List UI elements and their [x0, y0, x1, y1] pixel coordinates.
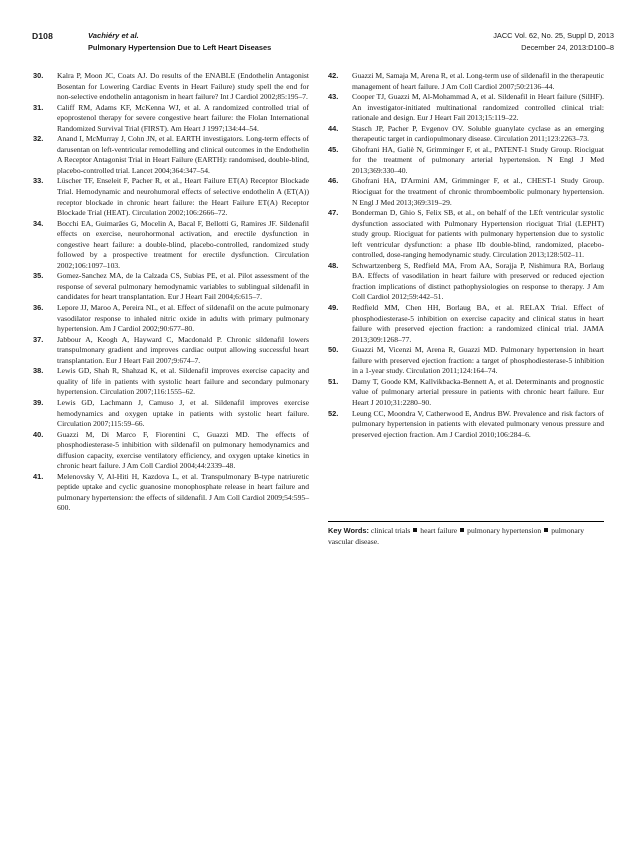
- keyword-item: pulmonary vascular disease.: [328, 526, 585, 546]
- reference-text: Califf RM, Adams KF, McKenna WJ, et al. A randomized controlled trial of epoprostenol therapy for severe congestive heart failure: the Flolan International Randomized Survival Trial (FIRST). Am Heart J 1997;134:44–54.: [57, 102, 309, 133]
- reference-item: [328, 303, 604, 345]
- reference-number: 47.: [328, 208, 339, 218]
- keyword-separator-square: [544, 528, 548, 532]
- reference-item: [33, 103, 309, 135]
- reference-text: Guazzi M, Di Marco F, Fiorentini C, Guazzi MD. The effects of phosphodiesterase-5 inhibition with sildenafil on pulmonary hemodynamics and diffusion capacity, exercise ventilatory efficiency, and oxygen uptake kinetics in chronic heart failure. J Am Coll Cardiol 2004;44:2339–48.: [57, 429, 309, 471]
- reference-text: Melenovsky V, Al-Hiti H, Kazdova L, et al. Transpulmonary B-type natriuretic peptide uptake and cyclic guanosine monophosphate release in heart failure and pulmonary hypertension: the effects of sildenafil. J Am Coll Cardiol 2009;54:595–600.: [57, 471, 309, 513]
- reference-number: 46.: [328, 176, 339, 186]
- keywords-block: [328, 526, 604, 547]
- reference-item: [328, 145, 604, 177]
- reference-number: 40.: [33, 429, 44, 439]
- reference-number: 49.: [328, 303, 339, 313]
- keyword-item: clinical trials: [370, 526, 411, 535]
- reference-number: 48.: [328, 260, 339, 270]
- reference-text: Jabbour A, Keogh A, Hayward C, Macdonald P. Chronic sildenafil lowers transpulmonary gradient and improves cardiac output allowing successful heart transplantation. Eur J Heart Fail 2007;9:674–7.: [57, 334, 309, 365]
- reference-item: [33, 71, 309, 103]
- reference-item: [328, 92, 604, 124]
- reference-number: 52.: [328, 408, 339, 418]
- reference-number: 32.: [33, 134, 44, 144]
- references-right-column: [328, 71, 604, 440]
- reference-number: 42.: [328, 71, 339, 80]
- reference-item: [328, 208, 604, 261]
- reference-number: 39.: [33, 397, 44, 407]
- reference-item: [328, 377, 604, 409]
- page-number: D108: [32, 31, 53, 41]
- reference-text: Lüscher TF, Enseleit F, Pacher R, et al., Heart Failure ET(A) Receptor Blockade Trial. Hemodynamic and neurohumoral effects of selective endothelin A (ET(A)) receptor blockade in chronic heart failure: the Heart Failure ET(A) Receptor Blockade Trial (HEAT). Circulation 2002;106:2666–72.: [57, 176, 309, 218]
- header-authors: Vachiéry et al.: [88, 31, 139, 40]
- reference-text: Lewis GD, Lachmann J, Camuso J, et al. Sildenafil improves exercise hemodynamics and oxygen uptake in patients with systolic heart failure. Circulation 2007;115:59–66.: [57, 397, 309, 429]
- reference-number: 33.: [33, 176, 44, 186]
- reference-number: 51.: [328, 376, 339, 386]
- references-left-column: [33, 71, 309, 514]
- reference-number: 34.: [33, 218, 44, 228]
- running-header: [32, 31, 614, 59]
- reference-text: Ghofrani HA, D'Armini AM, Grimminger F, et al., CHEST-1 Study Group. Riociguat for the treatment of chronic thromboembolic pulmonary hypertension. N Engl J Med 2013;369:319–29.: [352, 176, 604, 207]
- reference-item: [328, 176, 604, 208]
- reference-item: [33, 472, 309, 514]
- keywords-label: Key Words:: [328, 526, 369, 535]
- reference-text: Cooper TJ, Guazzi M, Al-Mohammad A, et al. Sildenafil in Heart failure (SilHF). An investigator-initiated multinational randomized controlled clinical trial: rationale and design. Eur J Heart Fail 2013;15:119–22.: [352, 92, 604, 123]
- reference-text: Lewis GD, Shah R, Shahzad K, et al. Sildenafil improves exercise capacity and quality of life in patients with systolic heart failure and secondary pulmonary hypertension. Circulation 2007;116:1555–62.: [57, 366, 309, 397]
- reference-text: Redfield MM, Chen HH, Borlaug BA, et al. RELAX Trial. Effect of phosphodiesterase-5 inhibition on exercise capacity and clinical status in heart failure with preserved ejection fraction: a randomized clinical trial. JAMA 2013;309:1268–77.: [352, 303, 604, 344]
- reference-text: Damy T, Goode KM, Kallvikbacka-Bennett A, et al. Determinants and prognostic value of pulmonary arterial pressure in patients with chronic heart failure. Eur Heart J 2010;31:2280–90.: [352, 376, 604, 407]
- reference-number: 35.: [33, 271, 44, 281]
- reference-number: 50.: [328, 345, 339, 355]
- reference-number: 43.: [328, 92, 339, 102]
- reference-text: Kalra P, Moon JC, Coats AJ. Do results of the ENABLE (Endothelin Antagonist Bosentan for Lowering Cardiac Events in Heart Failure) study spell the end for non-selective endothelin antagonism in heart failure? Int J Cardiol 2002;85:195–7.: [57, 71, 309, 102]
- reference-text: Stasch JP, Pacher P, Evgenov OV. Soluble guanylate cyclase as an emerging therapeutic target in cardiopulmonary disease. Circulation 2011;123:2263–73.: [352, 123, 604, 144]
- reference-item: [328, 261, 604, 303]
- keyword-item: heart failure: [420, 526, 458, 535]
- reference-text: Anand I, McMurray J, Cohn JN, et al. EARTH investigators. Long-term effects of darusentan on left-ventricular remodelling and clinical outcomes in the Endothelin A Receptor Antagonist Trial in Heart Failure (EARTH): randomised, double-blind, placebo-controlled trial. Lancet 2004;364:347–54.: [57, 134, 309, 175]
- reference-item: [33, 366, 309, 398]
- reference-number: 31.: [33, 102, 44, 112]
- reference-text: Schwartzenberg S, Redfield MA, From AA, Sorajja P, Nishimura RA, Borlaug BA. Effects of vasodilation in heart failure with preserved or reduced ejection fraction implications of distinct pathophysiologies on response to therapy. J Am Coll Cardiol 2012;59:442–51.: [352, 260, 604, 302]
- reference-text: Leung CC, Moondra V, Catherwood E, Andrus BW. Prevalence and risk factors of pulmonary hypertension in patients with elevated pulmonary venous pressure and preserved ejection fraction. Am J Cardiol 2010;106:284–6.: [352, 408, 604, 439]
- reference-number: 44.: [328, 123, 339, 133]
- reference-number: 38.: [33, 366, 44, 376]
- reference-item: [33, 430, 309, 472]
- reference-item: [33, 271, 309, 303]
- reference-text: Guazzi M, Samaja M, Arena R, et al. Long-term use of sildenafil in the therapeutic management of heart failure. J Am Coll Cardiol 2007;50:2136–44.: [352, 71, 604, 91]
- reference-item: [328, 345, 604, 377]
- reference-item: [328, 71, 604, 92]
- reference-item: [33, 134, 309, 176]
- reference-text: Gomez-Sanchez MA, de la Calzada CS, Subias PE, et al. Pilot assessment of the response of several pulmonary hemodynamic variables to sublingual sildenafil in candidates for heart transplantation. Eur J Heart Fail 2004;6:615–7.: [57, 271, 309, 302]
- reference-number: 30.: [33, 71, 44, 80]
- reference-item: [33, 176, 309, 218]
- keywords-rule: [328, 521, 604, 522]
- reference-text: Ghofrani HA, Galiè N, Grimminger F, et al., PATENT-1 Study Group. Riociguat for the treatment of pulmonary arterial hypertension. N Engl J Med 2013;369:330–40.: [352, 144, 604, 175]
- reference-item: [328, 409, 604, 441]
- reference-text: Bocchi EA, Guimarães G, Mocelin A, Bacal F, Bellotti G, Ramires JF. Sildenafil effects on exercise, neurohormonal activation, and erectile dysfunction in congestive heart failure: a double-blind, placebo-controlled, randomized study followed by a prospective treatment for erectile dysfunction. Circulation 2002;106:1097–103.: [57, 218, 309, 270]
- reference-number: 37.: [33, 334, 44, 344]
- reference-number: 41.: [33, 471, 44, 481]
- reference-item: [33, 398, 309, 430]
- header-date-pages: December 24, 2013:D100–8: [521, 43, 614, 52]
- keyword-separator-square: [413, 528, 417, 532]
- header-journal: JACC Vol. 62, No. 25, Suppl D, 2013: [493, 31, 614, 40]
- reference-item: [33, 219, 309, 272]
- reference-number: 36.: [33, 303, 44, 313]
- keyword-separator-square: [460, 528, 464, 532]
- reference-item: [328, 124, 604, 145]
- reference-text: Lepore JJ, Maroo A, Pereira NL, et al. Effect of sildenafil on the acute pulmonary vasodilator response to inhaled nitric oxide in adults with primary pulmonary hypertension. Am J Cardiol 2002;90:677–80.: [57, 303, 309, 334]
- header-running-title: Pulmonary Hypertension Due to Left Heart Diseases: [88, 43, 272, 52]
- reference-item: [33, 303, 309, 335]
- reference-number: 45.: [328, 144, 339, 154]
- keyword-item: pulmonary hypertension: [467, 526, 542, 535]
- reference-text: Bonderman D, Ghio S, Felix SB, et al., on behalf of the LEft ventricular systolic dysfunction associated with Pulmonary Hypertension riociguat Trial (LEPHT) study group. Riociguat for patients with pulmonary hypertension due to systolic left ventricular dysfunction: a phase IIb double-blind, randomized, placebo-controlled, dose-ranging hemodynamic study. Circulation 2013;128:502–11.: [352, 208, 604, 260]
- reference-text: Guazzi M, Vicenzi M, Arena R, Guazzi MD. Pulmonary hypertension in heart failure with preserved ejection fraction: a target of phosphodiesterase-5 inhibition in a 1-year study. Circulation 2011;124:164–74.: [352, 345, 604, 376]
- reference-item: [33, 335, 309, 367]
